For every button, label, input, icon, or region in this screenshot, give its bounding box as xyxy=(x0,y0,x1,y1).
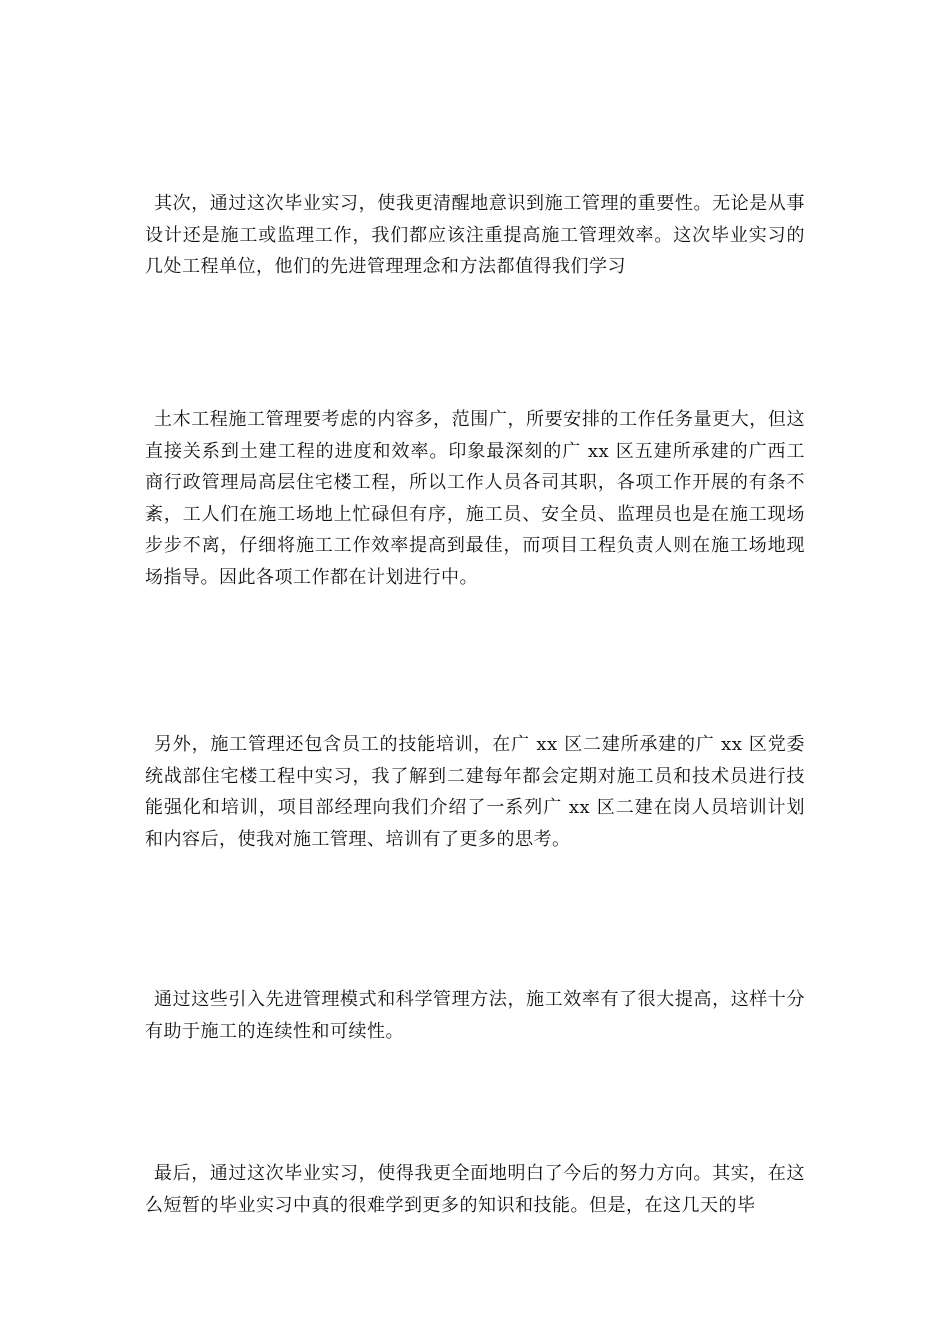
paragraph-skills-training: 另外，施工管理还包含员工的技能培训，在广 xx 区二建所承建的广 xx 区党委统战部住宅楼工程中实习，我了解到二建每年都会定期对施工员和技术员进行技能强化和培训，项目部经理向我们介绍了一系列广 xx 区二建在岗人员培训计划和内容后，使我对施工管理、培训有了更多的思考。 xyxy=(145,734,805,850)
paragraph-management-importance: 其次，通过这次毕业实习，使我更清醒地意识到施工管理的重要性。无论是从事设计还是施工或监理工作，我们都应该注重提高施工管理效率。这次毕业实习的几处工程单位，他们的先进管理理念和方法都值得我们学习 xyxy=(145,193,805,277)
paragraph-conclusion: 最后，通过这次毕业实习，使得我更全面地明白了今后的努力方向。其实，在这么短暂的毕业实习中真的很难学到更多的知识和技能。但是，在这几天的毕 xyxy=(145,1163,805,1216)
paragraph-efficiency-improvement: 通过这些引入先进管理模式和科学管理方法，施工效率有了很大提高，这样十分有助于施工的连续性和可续性。 xyxy=(145,989,805,1042)
paragraph-civil-engineering-management: 土木工程施工管理要考虑的内容多，范围广，所要安排的工作任务量更大，但这直接关系到土建工程的进度和效率。印象最深刻的广 xx 区五建所承建的广西工商行政管理局高层住宅楼工程，所以工作人员各司其职，各项工作开展的有条不紊，工人们在施工场地上忙碌但有序，施工员、安全员、监理员也是在施工现场步步不离，仔细将施工工作效率提高到最佳，而项目工程负责人则在施工场地现场指导。因此各项工作都在计划进行中。 xyxy=(145,409,805,588)
